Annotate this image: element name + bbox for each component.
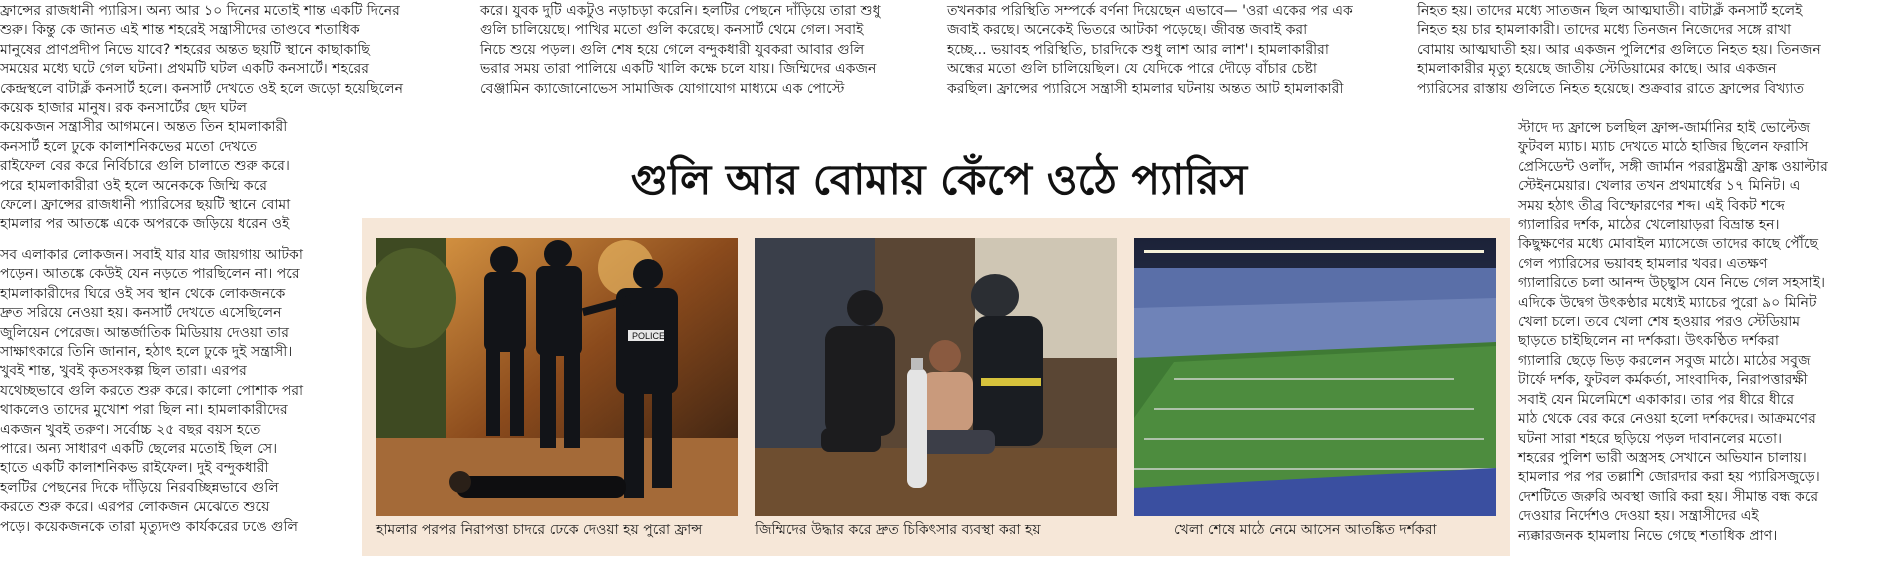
article-column-1-continued: সব এলাকার লোকজন। সবাই যার যার জায়গায় আটকা পড়েন। আতঙ্কে কেউই যেন নড়তে পারছিলেন না। পরে হামলাকারীদের ঘিরে ওই সব স্থান থেকে লোকজনকে দ্রুত সরিয়ে নেওয়া হয়। কনসার্ট দেখতে এসেছিলেন জুলিয়েন পেরেজ। আন্তর্জাতিক মিডিয়ায় দেওয়া তার সাক্ষাৎকারে তিনি জানান, হঠাৎ হলে ঢুকে দুই সন্ত্রাসী। খুবই শান্ত, খুবই কৃতসংকল্প ছিল তারা। এরপর যথেচ্ছভাবে গুলি করতে শুরু করে। কালো পোশাক পরা থাকলেও তাদের মুখোশ পরা ছিল না। হামলাকারীদের একজন খুবই তরুণ। সর্বোচ্চ ২৫ বছর বয়স হতে পারে। অন্য সাধারণ একটি ছেলের মতোই ছিল সে। হাতে একটি কালাশনিকভ রাইফেল। দুই বন্দুকধারী হলটির পেছনের দিকে দাঁড়িয়ে নিরবচ্ছিন্নভাবে গুলি করতে শুরু করে। এরপর লোকজন মেঝেতে শুয়ে পড়ে। কয়েকজনকে তারা মৃত্যুদণ্ড কার্যকরের ঢঙে গুলি: [0, 247, 304, 535]
stadium-scene-image: [1134, 238, 1496, 516]
photo-stadium-crowd: [1134, 238, 1496, 516]
article-column-1: ফ্রান্সের রাজধানী প্যারিস। অন্য আর ১০ দিনের মতোই শান্ত একটি দিনের শুরু। কিন্তু কে জানত এই শান্ত শহরেই সন্ত্রাসীদের তাণ্ডবে শতাধিক মানুষের প্রাণপ্রদীপ নিভে যাবে? শহরের অন্তত ছয়টি স্থানে কাছাকাছি সময়ের মধ্যে ঘটে গেল ঘটনা। প্রথমটি ঘটল একটি কনসার্টে। শহরের কেন্দ্রস্থলে বাটাক্লঁ কনসার্ট হলে। কনসার্ট দেখতে ওই হলে জড়ো হয়েছিলেন কয়েক হাজার মানুষ। রক কনসার্টের ছেদ ঘটল কয়েকজন সন্ত্রাসীর আগমনে। অন্তত তিন হামলাকারী কনসার্ট হলে ঢুকে কালাশনিকভের মতো দেখতে রাইফেল বের করে নির্বিচারে গুলি চালাতে শুরু করে। পরে হামলাকারীরা ওই হলে অনেককে জিম্মি করে ফেলে। ফ্রান্সের রাজধানী প্যারিসের ছয়টি স্থানে বোমা হামলার পর আতঙ্কে একে অপরকে জড়িয়ে ধরেন ওই: [0, 3, 403, 233]
rescue-scene-image: [755, 238, 1117, 516]
photo-caption-1: হামলার পরপর নিরাপত্তা চাদরে ঢেকে দেওয়া হয় পুরো ফ্রান্স: [376, 522, 703, 538]
police-badge: POLICE: [632, 331, 666, 341]
article-headline: গুলি আর বোমায় কেঁপে ওঠে প্যারিস: [630, 155, 1248, 204]
article-column-4-continued: স্টাদে দ্য ফ্রান্সে চলছিল ফ্রান্স-জার্মানির হাই ভোল্টেজ ফুটবল ম্যাচ। ম্যাচ দেখতে মাঠে হাজির ছিলেন ফরাসি প্রেসিডেন্ট ওলাঁদ, সঙ্গী জার্মান পররাষ্ট্রমন্ত্রী ফ্রাঙ্ক ওয়াল্টার স্টেইনমেয়ার। খেলার তখন প্রথমার্ধের ১৭ মিনিট। এ সময় হঠাৎ তীব্র বিস্ফোরণের শব্দ। এই বিকট শব্দে গ্যালারির দর্শক, মাঠের খেলোয়াড়রা বিভ্রান্ত হন। কিছুক্ষণের মধ্যে মোবাইল ম্যাসেজে তাদের কাছে পৌঁছে গেল প্যারিসের ভয়াবহ হামলার খবর। এতক্ষণ গ্যালারিতে চলা আনন্দ উচ্ছ্বাস যেন নিভে গেল সহসাই। এদিকে উদ্বেগ উৎকণ্ঠার মধ্যেই ম্যাচের পুরো ৯০ মিনিট খেলা চলে। তবে খেলা শেষ হওয়ার পরও স্টেডিয়াম ছাড়তে চাইছিলেন না দর্শকরা। উৎকণ্ঠিত দর্শকরা গ্যালারি ছেড়ে ভিড় করলেন সবুজ মাঠে। মাঠের সবুজ টার্ফে দর্শক, ফুটবল কর্মকর্তা, সাংবাদিক, নিরাপত্তারক্ষী সবাই যেন মিলেমিশে একাকার। তার পর ধীরে ধীরে মাঠ থেকে বের করে নেওয়া হলো দর্শকদের। আক্রমণের ঘটনা সারা শহরে ছড়িয়ে পড়ল দাবানলের মতো। শহরের পুলিশ ভারী অস্ত্রসহ সেখানে অভিযান চালায়। হামলার পর পর তল্লাশি জোরদার করা হয় প্যারিসজুড়ে। দেশটিতে জরুরি অবস্থা জারি করা হয়। সীমান্ত বন্ধ করে দেওয়ার নির্দেশও দেওয়া হয়। সন্ত্রাসীদের এই ন্যক্কারজনক হামলায় নিভে গেছে শতাধিক প্রাণ।: [1518, 120, 1828, 544]
article-column-3: তখনকার পরিস্থিতি সম্পর্কে বর্ণনা দিয়েছেন এভাবে— 'ওরা একের পর এক জবাই করছে। অনেকেই ভিতরে আটকা পড়েছে। জীবন্ত জবাই করা হচ্ছে... ভয়াবহ পরিস্থিতি, চারদিকে শুধু লাশ আর লাশ'। হামলাকারীরা অন্ধের মতো গুলি চালিয়েছিল। যে যেদিকে পারে দৌড়ে বাঁচার চেষ্টা করছিল। ফ্রান্সের প্যারিসে সন্ত্রাসী হামলার ঘটনায় অন্তত আট হামলাকারী: [947, 3, 1353, 97]
photo-hostage-rescue: [755, 238, 1117, 516]
photo-police-arrest: [376, 238, 738, 516]
article-column-2: করে। যুবক দুটি একটুও নড়াচড়া করেনি। হলটির পেছনে দাঁড়িয়ে তারা শুধু গুলি চালিয়েছে। পাখির মতো গুলি করেছে। কনসার্ট থেমে গেল। সবাই নিচে শুয়ে পড়ল। গুলি শেষ হয়ে গেলে বন্দুকধারী যুবকরা আবার গুলি ভরার সময় তারা পালিয়ে একটি খালি কক্ষে চলে যায়। জিম্মিদের একজন বেঞ্জামিন ক্যাজোনোভেস সামাজিক যোগাযোগ মাধ্যমে এক পোস্টে: [480, 3, 881, 97]
police-scene-image: [376, 238, 738, 516]
article-column-4: নিহত হয়। তাদের মধ্যে সাতজন ছিল আত্মঘাতী। বাটাক্লঁ কনসার্ট হলেই নিহত হয় চার হামলাকারী। তাদের মধ্যে তিনজন নিজেদের সঙ্গে রাখা বোমায় আত্মঘাতী হয়। আর একজন পুলিশের গুলিতে নিহত হয়। তিনজন হামলাকারীর মৃত্যু হয়েছে জাতীয় স্টেডিয়ামের কাছে। আর একজন প্যারিসের রাস্তায় গুলিতে নিহত হয়েছে। শুক্রবার রাতে ফ্রান্সের বিখ্যাত: [1417, 3, 1821, 97]
photo-caption-2: জিম্মিদের উদ্ধার করে দ্রুত চিকিৎসার ব্যবস্থা করা হয়: [755, 522, 1041, 538]
photo-panel: [362, 218, 1510, 556]
photo-caption-3: খেলা শেষে মাঠে নেমে আসেন আতঙ্কিত দর্শকরা: [1174, 522, 1437, 538]
